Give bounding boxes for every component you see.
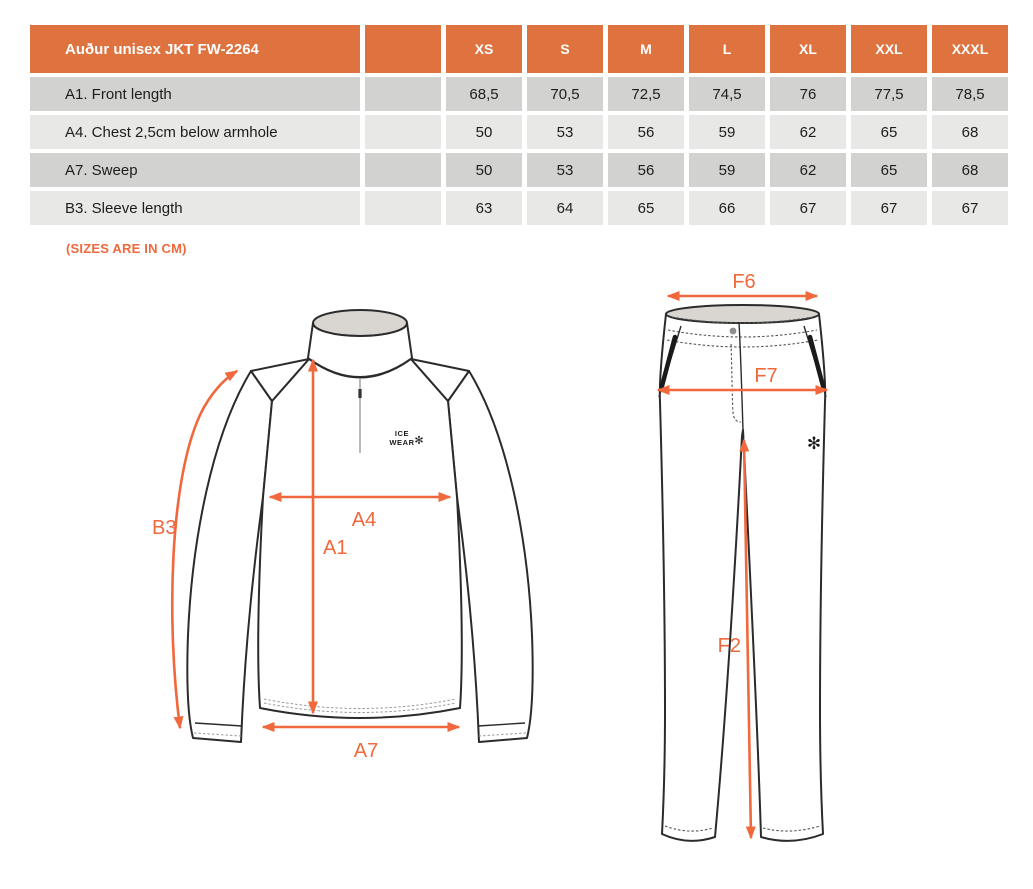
table-value: 64 [527, 191, 603, 225]
row-label: A1. Front length [30, 77, 360, 111]
sizes-unit-note: (SIZES ARE IN CM) [66, 241, 187, 256]
a1-label: A1 [323, 537, 348, 559]
table-value: 56 [608, 153, 684, 187]
waist-opening [666, 305, 819, 323]
table-value: 68 [932, 153, 1008, 187]
snowflake-icon: ✻ [414, 434, 424, 447]
b3-label: B3 [152, 517, 177, 539]
a7-label: A7 [353, 740, 379, 762]
size-header-xxxl: XXXL [932, 25, 1008, 73]
f2-label: F2 [717, 635, 741, 657]
table-value: 67 [932, 191, 1008, 225]
table-value: 62 [770, 153, 846, 187]
table-value: 68 [932, 115, 1008, 149]
row-label: A4. Chest 2,5cm below armhole [30, 115, 360, 149]
waist-button [730, 328, 737, 335]
pants-diagram [620, 270, 920, 860]
table-value: 62 [770, 115, 846, 149]
table-value: 68,5 [446, 77, 522, 111]
row-spacer [365, 115, 441, 149]
size-header-xl: XL [770, 25, 846, 73]
pants-snowflake-icon: ✻ [806, 434, 822, 454]
size-header-l: L [689, 25, 765, 73]
logo-line2: WEAR [389, 438, 415, 447]
row-label: B3. Sleeve length [30, 191, 360, 225]
table-value: 59 [689, 115, 765, 149]
table-header-spacer [365, 25, 441, 73]
size-header-xs: XS [446, 25, 522, 73]
f6-label: F6 [732, 271, 756, 293]
row-spacer [365, 191, 441, 225]
table-value: 72,5 [608, 77, 684, 111]
table-value: 65 [608, 191, 684, 225]
f7-label: F7 [754, 365, 778, 387]
table-value: 65 [851, 153, 927, 187]
table-value: 66 [689, 191, 765, 225]
logo-line1: ICE [394, 429, 410, 438]
table-value: 76 [770, 77, 846, 111]
table-value: 65 [851, 115, 927, 149]
size-table [30, 25, 1000, 225]
table-value: 56 [608, 115, 684, 149]
table-value: 59 [689, 153, 765, 187]
size-header-m: M [608, 25, 684, 73]
size-header-s: S [527, 25, 603, 73]
zipper-slider [358, 389, 361, 398]
row-spacer [365, 153, 441, 187]
table-value: 50 [446, 153, 522, 187]
table-value: 74,5 [689, 77, 765, 111]
table-value: 53 [527, 153, 603, 187]
table-value: 70,5 [527, 77, 603, 111]
table-value: 63 [446, 191, 522, 225]
size-header-xxl: XXL [851, 25, 927, 73]
table-title: Auður unisex JKT FW-2264 [30, 25, 360, 73]
table-value: 50 [446, 115, 522, 149]
table-value: 78,5 [932, 77, 1008, 111]
table-value: 67 [770, 191, 846, 225]
table-value: 67 [851, 191, 927, 225]
row-label: A7. Sweep [30, 153, 360, 187]
table-value: 77,5 [851, 77, 927, 111]
row-spacer [365, 77, 441, 111]
table-value: 53 [527, 115, 603, 149]
jacket-diagram [140, 290, 580, 762]
a4-label: A4 [351, 509, 377, 531]
